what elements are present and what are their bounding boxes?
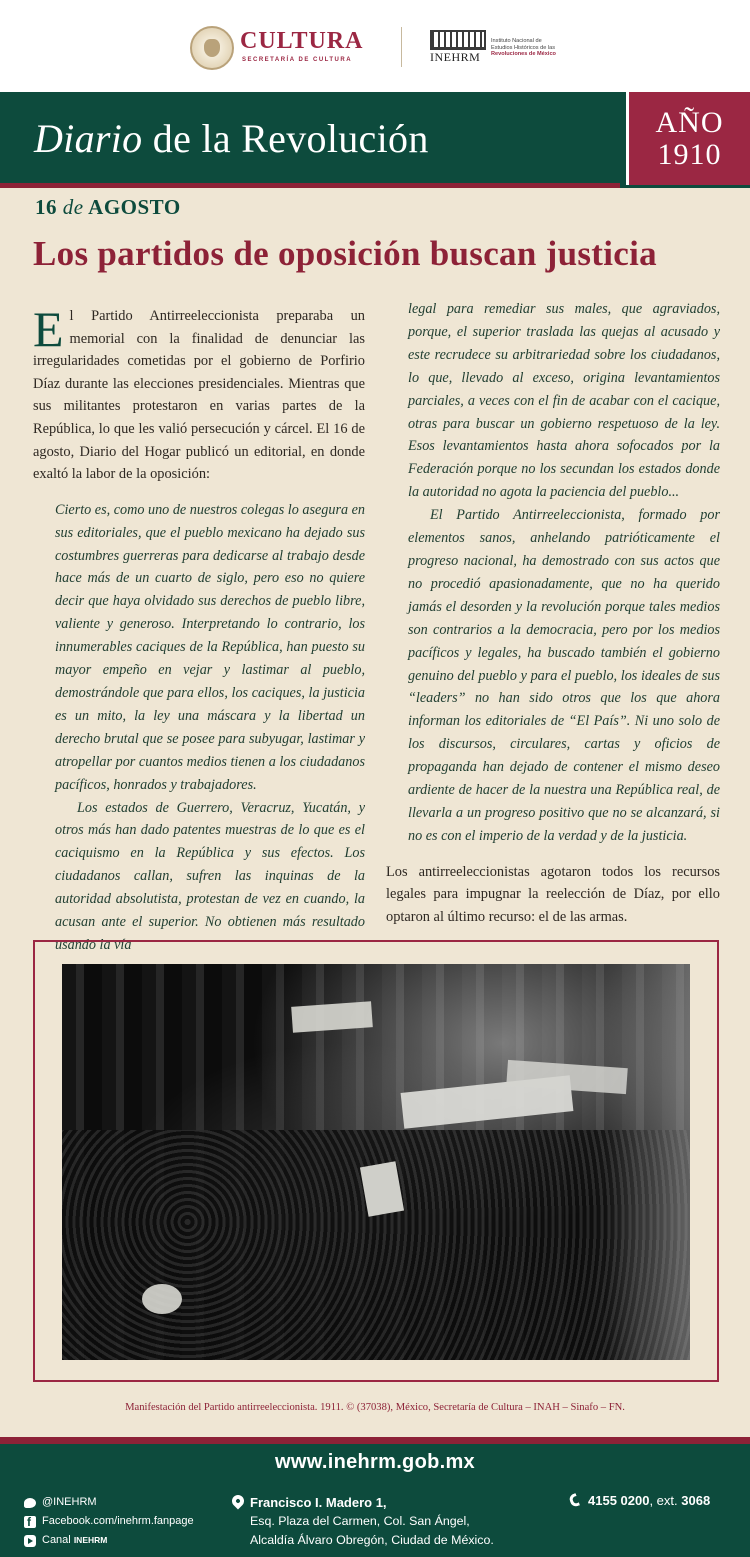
phone-ext-label: , ext.: [649, 1493, 678, 1508]
date-month: AGOSTO: [88, 195, 181, 219]
year-box: [626, 92, 750, 185]
phone-icon: [568, 1493, 580, 1508]
headline: Los partidos de oposición buscan justicia: [33, 234, 657, 273]
title-stripe: [0, 183, 620, 188]
twitter-icon: [24, 1498, 36, 1508]
inehrm-desc-line-3: Revoluciones de México: [491, 51, 556, 58]
facebook-icon: [24, 1516, 36, 1528]
seal-icon: [190, 26, 234, 70]
title-rest: de la Revolución: [142, 116, 429, 161]
youtube-name: INEHRM: [73, 1535, 108, 1545]
twitter-handle[interactable]: @INEHRM: [42, 1496, 97, 1508]
cultura-logo-text[interactable]: CULTURA: [240, 28, 364, 54]
quote-block-left: [55, 499, 365, 957]
quote-paragraph-2: Los estados de Guerrero, Veracruz, Yucatán, y otros más han dado patentes muestras de lo que es el caciquismo en la República y sus efectos. Los ciudadanos callan, sufren las inquinas de la autoridad absolutista, protestan de vez en cuando, la acusan ante el superior. No obtienen más resultado usando la vía: [55, 799, 365, 953]
quote-paragraph-4: El Partido Antirreeleccionista, formado por elementos sanos, anhelando patrióticamente el progreso nacional, ha demostrado con sus actos que no procedió apasionadamente, que no ha querido jamás el desorden y la revolución porque tales medios son contrarios a la democracia, pero por los medios pacíficos y legales, ha buscado también el gobierno genuino del pueblo y para el pueblo, los ideales de sus “leaders” no han sido otros que los que ahora informan los editoriales de “El País”. Ni uno solo de los discursos, circulares, cartas y oficios de propaganda han dejado de contener el mismo deseo ardiente de hacer de la nuestra una República real, de llevarla a un progreso positivo que no se alcanzará, si no es con el imperio de la verdad y de la justicia.: [408, 507, 720, 844]
youtube-link[interactable]: [24, 1531, 194, 1550]
article-column-left: [33, 301, 365, 957]
date-de: de: [62, 195, 84, 219]
phone-number: 4155 0200: [588, 1493, 650, 1508]
page-title: [34, 115, 429, 162]
date-day: 16: [35, 195, 57, 219]
photo-caption: Manifestación del Partido antirreeleccionista. 1911. © (37038), México, Secretaría de Cultura – INAH – Sinafo – FN.: [125, 1402, 625, 1413]
photo-light: [600, 964, 690, 1360]
quote-paragraph-1: Cierto es, como uno de nuestros colegas lo asegura en sus editoriales, que el pueblo mexicano ha dejado sus costumbres guerreras para dedicarse al trabajo desde hace más de un cuarto de siglo, pero eso no quiere decir que haya olvidado sus derechos de pueblo libre, valiente y generoso. Interpretando lo contrario, los innumerables caciques de la República, han puesto su mayor empeño en vejar y lastimar al pueblo, demostrándole que para ellos, los caciques, la justicia es un mito, la ley una máscara y la libertad un derecho brutal que se posee para subyugar, lastimar y atropellar por cuantos medios tienen a los ciudadanos pacíficos, honrados y trabajadores.: [55, 501, 365, 793]
quote-block-right: [386, 298, 720, 848]
cultura-subtitle: SECRETARÍA DE CULTURA: [242, 57, 353, 63]
youtube-icon: [24, 1535, 36, 1547]
year-label: AÑO: [655, 106, 724, 139]
youtube-channel[interactable]: [42, 1531, 107, 1550]
footer: [0, 1437, 750, 1557]
intro-paragraph: l Partido Antirreeleccionista preparaba un memorial con la finalidad de denunciar las irregularidades cometidas por el gobierno de Porfirio Díaz durante las elecciones presidenciales. Mientras que sus militantes protestaron en varias partes de la República, lo que les valió persecución y cárcel. El 16 de agosto, Diario del Hogar publicó un editorial, en donde exaltó la labor de la oposición:: [33, 308, 365, 483]
building-icon: [430, 30, 486, 50]
article-column-right: [386, 298, 720, 929]
footer-stripe: [0, 1437, 750, 1444]
photo-frame: [33, 940, 719, 1382]
facebook-link[interactable]: [24, 1512, 194, 1531]
date-line: [35, 195, 181, 220]
inehrm-description: [491, 38, 581, 58]
map-pin-icon: [230, 1493, 247, 1510]
address-block: [250, 1493, 494, 1550]
article-intro: [33, 301, 365, 486]
closing-paragraph: Los antirreeleccionistas agotaron todos los recursos legales para impugnar la reelección de Díaz, por ello optaron al último recurso: el de las armas.: [386, 863, 720, 925]
header-logos: [0, 0, 750, 92]
quote-paragraph-3: legal para remediar sus males, que agraviados, porque, el superior traslada las quejas al acusado y este recrudece su arbitrariedad sobre los ciudadanos, lo que, llevado al exceso, origina levantamientos parciales, a veces con el fin de acabar con el cacique, otras para buscar un gobierno respetuoso de la ley. Esos levantamientos hasta ahora sofocados por la Federación porque no los secundan los estados donde la autoridad no agota la paciencia del pueblo...: [408, 301, 720, 501]
youtube-prefix: Canal: [42, 1534, 71, 1546]
address-line-3: Alcaldía Álvaro Obregón, Ciudad de México.: [250, 1533, 494, 1547]
historical-photo: [62, 964, 690, 1360]
facebook-url[interactable]: Facebook.com/inehrm.fanpage: [42, 1515, 194, 1527]
phone-ext: 3068: [681, 1493, 711, 1508]
social-links: [24, 1493, 194, 1550]
phone-block[interactable]: [570, 1493, 710, 1508]
year-value: 1910: [657, 138, 722, 171]
website-link[interactable]: www.inehrm.gob.mx: [275, 1451, 475, 1473]
drop-cap: E: [33, 301, 64, 357]
photo-sign: [291, 1001, 373, 1033]
logo-divider: [401, 27, 402, 67]
title-italic: Diario: [34, 116, 143, 161]
inehrm-desc-line-2: Estudios Históricos de las: [491, 44, 556, 51]
address-line-2: Esq. Plaza del Carmen, Col. San Ángel,: [250, 1514, 470, 1528]
twitter-link[interactable]: [24, 1493, 194, 1512]
address-line-1: Francisco I. Madero 1,: [250, 1495, 387, 1510]
photo-hat: [142, 1284, 182, 1314]
inehrm-logo-text[interactable]: INEHRM: [430, 50, 481, 64]
inehrm-desc-line-1: Instituto Nacional de: [491, 38, 542, 44]
